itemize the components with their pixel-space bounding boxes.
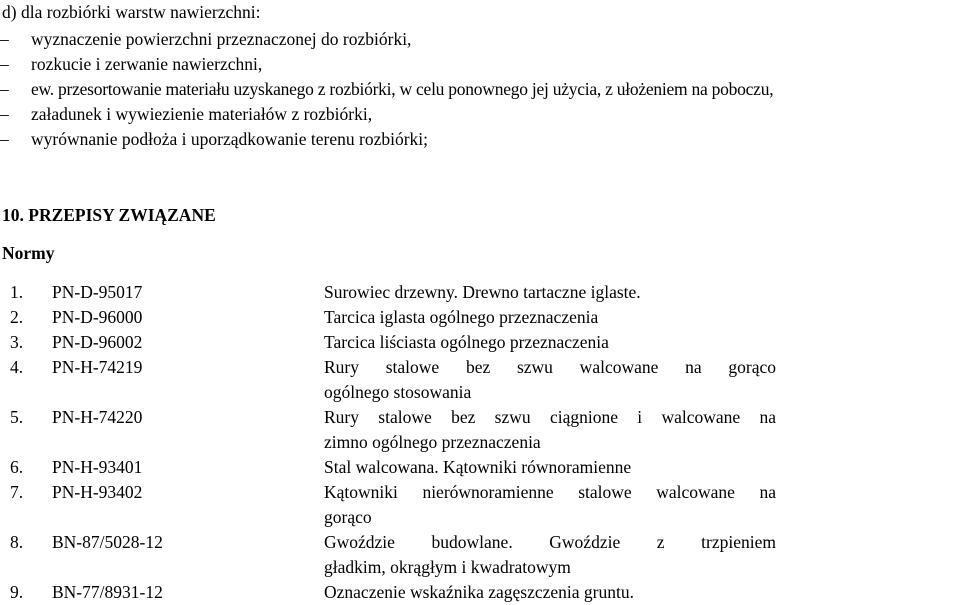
norm-description: Rury stalowe bez szwu walcowane na gorąco [324,357,776,377]
norm-description-continued: zimno ogólnego przeznaczenia [324,432,541,452]
norm-number: 3. [10,332,24,352]
norm-description: Surowiec drzewny. Drewno tartaczne iglaste. [324,282,641,302]
bullet-text: wyrównanie podłoża i uporządkowanie terenu rozbiórki; [31,129,429,149]
norm-description: Oznaczenie wskaźnika zagęszczenia gruntu. [324,582,634,602]
norm-description: Tarcica liściasta ogólnego przeznaczenia [324,332,609,352]
intro-text: d) dla rozbiórki warstw nawierzchni: [2,2,261,22]
norm-number: 5. [10,407,24,427]
norm-number: 4. [10,357,24,377]
norm-code: PN-H-93402 [52,482,143,502]
norm-description: Gwoździe budowlane. Gwoździe z trzpieniem [324,532,776,552]
norm-number: 7. [10,482,24,502]
norm-code: BN-77/8931-12 [52,582,163,602]
bullet-text: załadunek i wywiezienie materiałów z rozbiórki, [31,104,373,124]
norm-number: 8. [10,532,24,552]
bullet-text: ew. przesortowanie materiału uzyskanego z rozbiórki, w celu ponownego jej użycia, z ułożeniem na poboczu, [31,79,774,99]
norm-code: PN-D-96002 [52,332,143,352]
section-heading: 10. PRZEPISY ZWIĄZANE [2,205,216,225]
norm-description: Rury stalowe bez szwu ciągnione i walcowane na [324,407,776,427]
norm-code: PN-H-93401 [52,457,143,477]
dash-marker: – [0,29,9,49]
norm-description: Kątowniki nierównoramienne stalowe walcowane na [324,482,776,502]
norm-code: BN-87/5028-12 [52,532,163,552]
norm-description: Tarcica iglasta ogólnego przeznaczenia [324,307,599,327]
norm-number: 1. [10,282,24,302]
norm-code: PN-D-95017 [52,282,143,302]
norm-number: 6. [10,457,24,477]
dash-marker: – [0,54,9,74]
dash-marker: – [0,129,9,149]
norm-code: PN-H-74220 [52,407,143,427]
bullet-text: rozkucie i zerwanie nawierzchni, [31,54,263,74]
norm-description: Stal walcowana. Kątowniki równoramienne [324,457,632,477]
norm-code: PN-H-74219 [52,357,143,377]
bullet-text: wyznaczenie powierzchni przeznaczonej do rozbiórki, [31,29,412,49]
norm-description-continued: gładkim, okrągłym i kwadratowym [324,557,571,577]
norm-description-continued: ogólnego stosowania [324,382,472,402]
norm-code: PN-D-96000 [52,307,143,327]
norm-number: 2. [10,307,24,327]
norm-number: 9. [10,582,24,602]
dash-marker: – [0,104,9,124]
subheading-norms: Normy [2,243,55,263]
norm-description-continued: gorąco [324,507,372,527]
dash-marker: – [0,79,9,99]
